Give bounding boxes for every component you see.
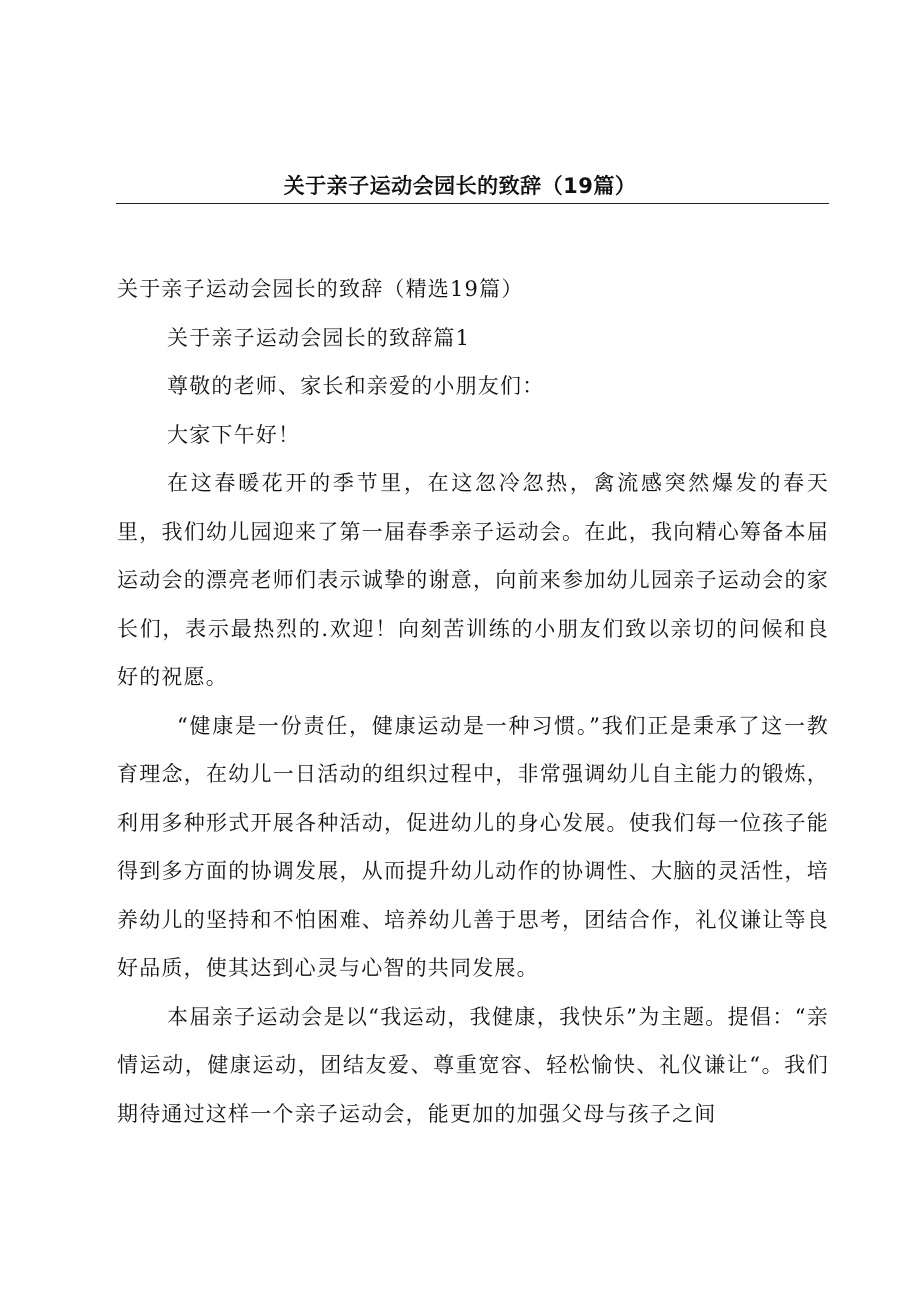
- intro-line: 关于亲子运动会园长的致辞（精选19篇）: [117, 277, 524, 301]
- body-paragraph-2: “健康是一份责任，健康运动是一种习惯。”我们正是秉承了这一教育理念，在幼儿一日活动的组织过程中，非常强调幼儿自主能力的锻炼，利用多种形式开展各种活动，促进幼儿的身心发展。使我们每一位孩子能得到多方面的协调发展，从而提升幼儿动作的协调性、大脑的灵活性，培养幼儿的坚持和不怕困难、培养幼儿善于思考，团结合作，礼仪谦让等良好品质，使其达到心灵与心智的共同发展。: [117, 713, 829, 980]
- body-paragraph-1: 在这春暖花开的季节里，在这忽冷忽热，禽流感突然爆发的春天里，我们幼儿园迎来了第一届春季亲子运动会。在此，我向精心筹备本届运动会的漂亮老师们表示诚挚的谢意，向前来参加幼儿园亲子运动会的家长们，表示最热烈的.欢迎！向刻苦训练的小朋友们致以亲切的问候和良好的祝愿。: [117, 471, 829, 689]
- greeting: 大家下午好！: [167, 422, 301, 447]
- salutation: 尊敬的老师、家长和亲爱的小朋友们：: [167, 374, 545, 398]
- document-title: 关于亲子运动会园长的致辞（19篇）: [283, 174, 637, 198]
- document-body: [117, 265, 829, 1138]
- section-heading: 关于亲子运动会园长的致辞篇1: [167, 325, 471, 350]
- title-underline: [116, 203, 829, 204]
- body-paragraph-3: 本届亲子运动会是以“我运动，我健康，我快乐”为主题。提倡：“亲情运动，健康运动，团结友爱、尊重宽容、轻松愉快、礼仪谦让“。我们期待通过这样一个亲子运动会，能更加的加强父母与孩子之间: [117, 1004, 829, 1126]
